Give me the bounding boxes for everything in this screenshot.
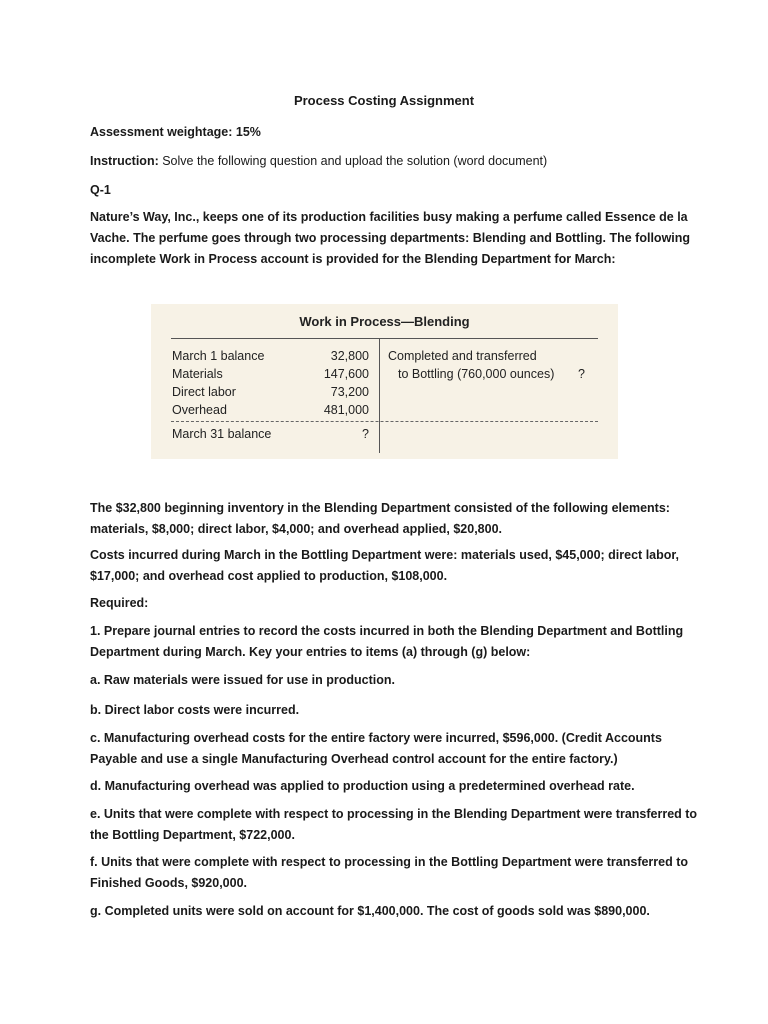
paragraph-line: f. Units that were complete with respect to processing in the Bottling Department were transferred to (90, 855, 689, 869)
paragraph-line: $17,000; and overhead cost applied to production, $108,000. (90, 569, 448, 583)
wip-blending-table (151, 304, 618, 459)
intro-line: Vache. The perfume goes through two processing departments: Blending and Bottling. The following (90, 231, 691, 245)
item-e (90, 804, 698, 846)
paragraph-line: Costs incurred during March in the Bottling Department were: materials used, $45,000; direct labor, (90, 548, 680, 562)
intro-line: incomplete Work in Process account is provided for the Blending Department for March: (90, 252, 616, 266)
debit-amount: 73,200 (330, 385, 369, 399)
required-label: Required: (90, 596, 149, 610)
item-a: a. Raw materials were issued for use in production. (90, 673, 395, 687)
paragraph-line: the Bottling Department, $722,000. (90, 828, 295, 842)
paragraph-line: Payable and use a single Manufacturing Overhead control account for the entire factory.) (90, 752, 618, 766)
credit-label: Completed and transferred (388, 349, 537, 363)
intro-paragraph (90, 207, 690, 270)
debit-label: Direct labor (172, 385, 236, 399)
instruction-text: Solve the following question and upload the solution (word document) (158, 154, 548, 168)
paragraph-line: materials, $8,000; direct labor, $4,000; and overhead applied, $20,800. (90, 522, 503, 536)
table-top-rule (171, 338, 598, 339)
paragraph-line: Finished Goods, $920,000. (90, 876, 248, 890)
debit-amount: 481,000 (323, 403, 369, 417)
instruction (90, 151, 690, 172)
item-g: g. Completed units were sold on account for $1,400,000. The cost of goods sold was $890,000. (90, 904, 650, 918)
paragraph-line: c. Manufacturing overhead costs for the entire factory were incurred, $596,000. (Credit Accounts (90, 731, 662, 745)
ending-balance-label: March 31 balance (172, 427, 272, 441)
table-center-rule (379, 338, 380, 453)
debit-amount: 147,600 (323, 367, 369, 381)
beginning-inventory-paragraph (90, 498, 690, 540)
paragraph-line: Department during March. Key your entries to items (a) through (g) below: (90, 645, 531, 659)
debit-label: March 1 balance (172, 349, 265, 363)
credit-amount: ? (578, 367, 585, 381)
ending-balance-amount: ? (362, 427, 369, 441)
item-d: d. Manufacturing overhead was applied to production using a predetermined overhead rate. (90, 779, 635, 793)
item-b: b. Direct labor costs were incurred. (90, 703, 300, 717)
paragraph-line: The $32,800 beginning inventory in the Blending Department consisted of the following elements: (90, 501, 670, 515)
paragraph-line: e. Units that were complete with respect to processing in the Blending Department were transferred to (90, 807, 698, 821)
debit-label: Overhead (172, 403, 227, 417)
assessment-weightage: Assessment weightage: 15% (90, 125, 261, 139)
item-c (90, 728, 690, 770)
instruction-label: Instruction: (90, 154, 159, 168)
credit-label-cont: to Bottling (760,000 ounces) (398, 367, 555, 381)
debit-label: Materials (172, 367, 223, 381)
document-title: Process Costing Assignment (293, 93, 475, 108)
item-f (90, 852, 690, 894)
debit-amount: 32,800 (330, 349, 369, 363)
requirement-1 (90, 621, 690, 663)
table-title: Work in Process—Blending (299, 314, 470, 329)
paragraph-line: 1. Prepare journal entries to record the costs incurred in both the Blending Department and Bottling (90, 624, 684, 638)
table-dashed-rule (171, 421, 598, 422)
intro-line: Nature’s Way, Inc., keeps one of its production facilities busy making a perfume called Essence de la (90, 210, 688, 224)
bottling-costs-paragraph (90, 545, 690, 587)
question-id: Q-1 (90, 183, 111, 197)
